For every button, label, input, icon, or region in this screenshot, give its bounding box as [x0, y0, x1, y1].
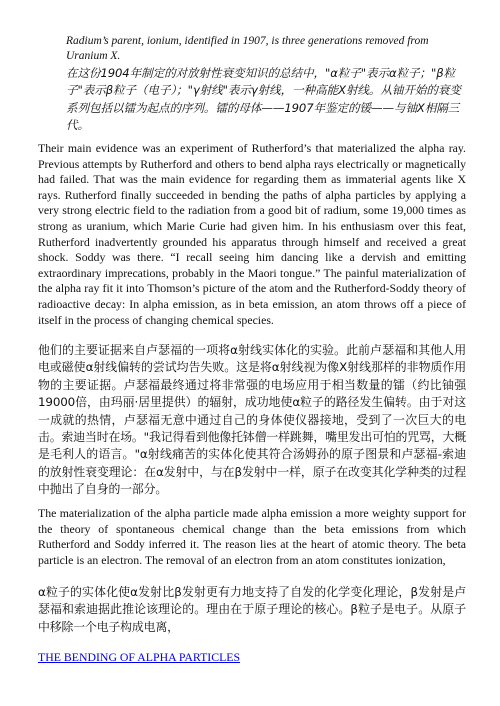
caption-english: Radium’s parent, ionium, identified in 1907, is three generations removed from Uranium X.: [66, 35, 429, 62]
caption-chinese: 在这份1904年制定的对放射性衰变知识的总结中，"α粒子"表示α粒子；"β粒子"表示β粒子（电子）；"γ射线"表示γ射线，一种高能X射线。从铀开始的衰变系列包括以镭为起点的序列。镭的母体——1907年鉴定的锾——与铀X相隔三代。: [66, 66, 461, 132]
paragraph-1-english: Their main evidence was an experiment of Rutherford’s that materialized the alpha ray. Previous attempts by Rutherford and others to bend alpha rays electrically or magnetically had failed. That was the main evidence for regarding them as immaterial agents like X rays. Rutherford finally succeeded in bending the paths of alpha particles by applying a very strong electric field to the radiation from a good bit of radium, some 19,000 times as strong as uranium, which Marie Curie had given him. In his enthusiasm over this feat, Rutherford inadvertently grounded his apparatus through himself and received a great shock. Soddy was there. “I recall seeing him dancing like a dervish and emitting extraordinary imprecations, probably in the Maori tongue.” The painful materialization of the alpha ray fit it into Thomson’s picture of the atom and the Rutherford-Soddy theory of radioactive decay: In alpha emission, as in beta emission, an atom throws off a piece of itself in the process of changing chemical species.: [38, 141, 466, 327]
section-heading-link[interactable]: THE BENDING OF ALPHA PARTICLES: [38, 650, 241, 664]
paragraph-1-english-block: [38, 141, 466, 328]
paragraph-1-chinese: 他们的主要证据来自卢瑟福的一项将α射线实体化的实验。此前卢瑟福和其他人用电或磁使α射线偏转的尝试均告失败。这是将α射线视为像X射线那样的非物质作用物的主要证据。卢瑟福最终通过将非常强的电场应用于相当数量的镭（约比铀强19000倍，由玛丽·居里提供）的辐射，成功地使α粒子的路径发生偏转。由于对这一成就的热情，卢瑟福无意中通过自己的身体使仪器接地，受到了一次巨大的电击。索迪当时在场。"我记得看到他像托钵僧一样跳舞，嘴里发出可怕的咒骂，大概是毛利人的语言。"α射线痛苦的实体化使其符合汤姆孙的原子图景和卢瑟福-索迪的放射性衰变理论：在α发射中，与在β发射中一样，原子在改变其化学种类的过程中抛出了自身的一部分。: [38, 343, 466, 497]
paragraph-1-chinese-block: [38, 342, 466, 499]
paragraph-2-english: The materialization of the alpha particle made alpha emission a more weighty support for the theory of spontaneous chemical change than the beta emissions from which Rutherford and Soddy inferred it. The reason lies at the heart of atomic theory. The beta particle is an electron. The removal of an electron from an atom constitutes ionization,: [38, 506, 466, 567]
figure-caption: [66, 34, 472, 134]
paragraph-2-chinese-block: [38, 584, 466, 636]
paragraph-2-chinese: α粒子的实体化使α发射比β发射更有力地支持了自发的化学变化理论，β发射是卢瑟福和索迪据此推论该理论的。理由在于原子理论的核心。β粒子是电子。从原子中移除一个电子构成电离，: [38, 585, 466, 634]
paragraph-2-english-block: [38, 506, 466, 568]
